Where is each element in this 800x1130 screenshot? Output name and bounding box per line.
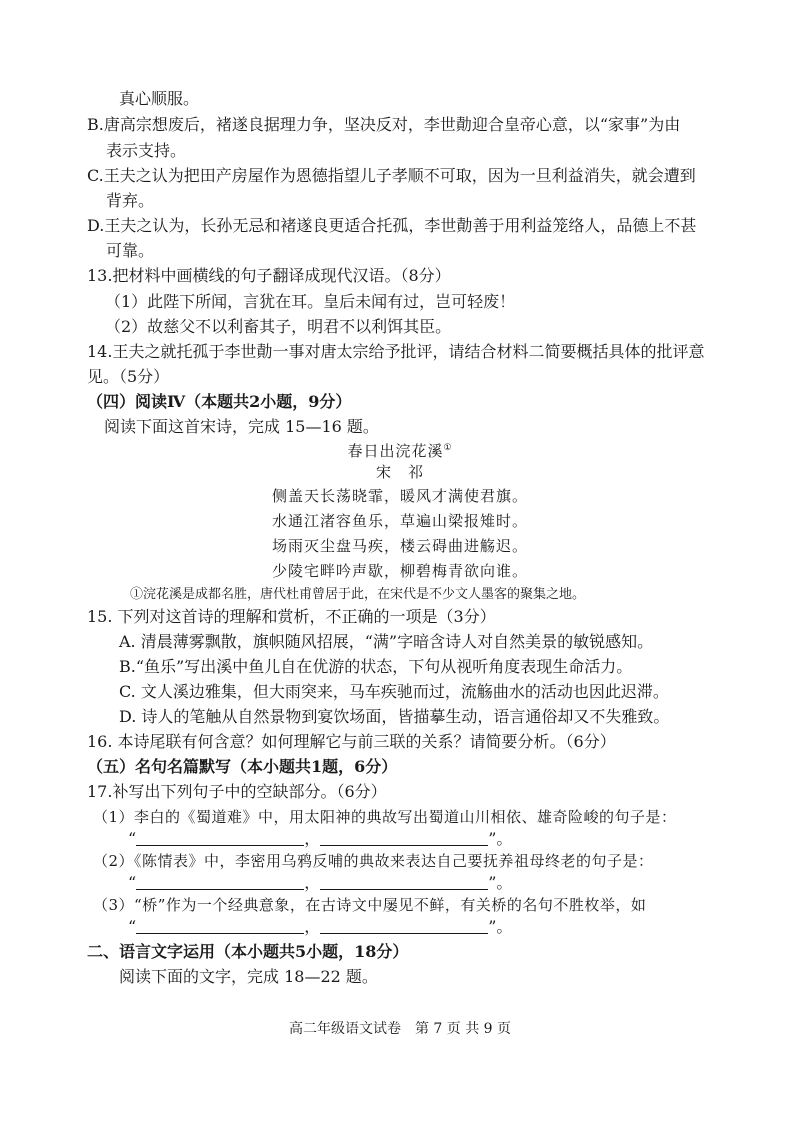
- close-quote: ”。: [488, 829, 513, 848]
- poem-author: 宋 祁: [375, 463, 424, 481]
- open-quote: “: [128, 917, 137, 936]
- question-13-item-1: （1）此陛下所闻，言犹在耳。皇后未闻有过，岂可轻废！: [105, 292, 516, 311]
- q15-option-b: B.“鱼乐”写出溪中鱼儿自在优游的状态，下句从视听角度表现生命活力。: [119, 657, 633, 676]
- q15-option-a: A. 清晨薄雾飘散，旗帜随风招展，“满”字暗含诗人对自然美景的敏锐感知。: [119, 632, 654, 651]
- question-17: 17.补写出下列句子中的空缺部分。（6分）: [87, 782, 387, 801]
- poem-line-2: 水通江渚容鱼乐，草遍山梁报雉时。: [271, 512, 528, 530]
- close-quote: ”。: [488, 873, 513, 892]
- question-17-item-1: （1）李白的《蜀道难》中，用太阳神的典故写出蜀道山川相依、雄奇险峻的句子是：: [93, 808, 677, 826]
- page-footer: 高二年级语文试卷 第 7 页 共 9 页: [288, 1021, 512, 1037]
- q15-option-d: D. 诗人的笔触从自然景物到宴饮场面，皆描摹生动，语言通俗却又不失雅致。: [119, 707, 670, 726]
- answer-blank[interactable]: [136, 829, 304, 846]
- comma: ，: [304, 917, 321, 936]
- poem-line-3: 场雨灭尘盘马疾，楼云碍曲进觞迟。: [271, 537, 528, 555]
- section-heading-4: （四）阅读Ⅳ（本题共2小题，9分）: [87, 392, 352, 411]
- answer-blank-row-2: [128, 872, 512, 894]
- comma: ，: [304, 873, 321, 892]
- option-d-text: D.王夫之认为，长孙无忌和褚遂良更适合托孤，李世勣善于用利益笼络人，品德上不甚: [87, 216, 697, 235]
- section-heading-part-2: 二、语言文字运用（本小题共5小题，18分）: [87, 942, 409, 961]
- text-line: 见。（5分）: [87, 367, 170, 386]
- text-line: 可靠。: [106, 241, 155, 260]
- text-line: 背弃。: [106, 191, 155, 210]
- poem-title: 春日出浣花溪①: [347, 442, 453, 460]
- answer-blank-row-1: [128, 828, 512, 850]
- question-13-item-2: （2）故慈父不以利畜其子，明君不以利饵其臣。: [105, 317, 452, 336]
- question-16: 16. 本诗尾联有何含意？如何理解它与前三联的关系？请简要分析。（6分）: [87, 732, 616, 751]
- text-line: 真心顺服。: [119, 89, 200, 108]
- answer-blank[interactable]: [136, 873, 304, 890]
- instruction-text: 阅读下面这首宋诗，完成 15—16 题。: [104, 417, 379, 436]
- option-b-text: B.唐高宗想废后，褚遂良据理力争，坚决反对，李世勣迎合皇帝心意，以“家事”为由: [87, 115, 681, 134]
- answer-blank[interactable]: [320, 873, 488, 890]
- open-quote: “: [128, 829, 137, 848]
- instruction-text: 阅读下面的文字，完成 18—22 题。: [119, 967, 378, 986]
- open-quote: “: [128, 873, 137, 892]
- answer-blank[interactable]: [136, 917, 304, 934]
- question-17-item-2: （2）《陈情表》中，李密用乌鸦反哺的典故来表达自己要抚养祖母终老的句子是：: [93, 852, 654, 870]
- poem-line-1: 侧盖天长荡晓霏，暖风才满使君旗。: [271, 487, 528, 505]
- answer-blank-row-3: [128, 916, 512, 938]
- comma: ，: [304, 829, 321, 848]
- answer-blank[interactable]: [320, 917, 488, 934]
- section-heading-5: （五）名句名篇默写（本小题共1题，6分）: [87, 757, 398, 776]
- close-quote: ”。: [488, 917, 513, 936]
- answer-blank[interactable]: [320, 829, 488, 846]
- question-13: 13.把材料中画横线的句子翻译成现代汉语。（8分）: [87, 266, 451, 285]
- question-17-item-3: （3）“桥”作为一个经典意象，在古诗文中屡见不鲜，有关桥的名句不胜枚举，如: [93, 896, 647, 914]
- poem-line-4: 少陵宅畔吟声歇，柳碧梅青欲向谁。: [271, 562, 528, 580]
- poem-footnote: ①浣花溪是成都名胜，唐代杜甫曾居于此，在宋代是不少文人墨客的聚集之地。: [130, 587, 586, 602]
- question-15: 15. 下列对这首诗的理解和赏析，不正确的一项是（3分）: [87, 607, 496, 626]
- q15-option-c: C. 文人溪边雅集，但大雨突来，马车疾驰而过，流觞曲水的活动也因此迟滞。: [119, 682, 669, 701]
- text-line: 表示支持。: [106, 141, 187, 160]
- question-14: 14.王夫之就托孤于李世勣一事对唐太宗给予批评，请结合材料二简要概括具体的批评意: [87, 342, 705, 361]
- option-c-text: C.王夫之认为把田产房屋作为恩德指望儿子孝顺不可取，因为一旦利益消失，就会遭到: [87, 166, 696, 185]
